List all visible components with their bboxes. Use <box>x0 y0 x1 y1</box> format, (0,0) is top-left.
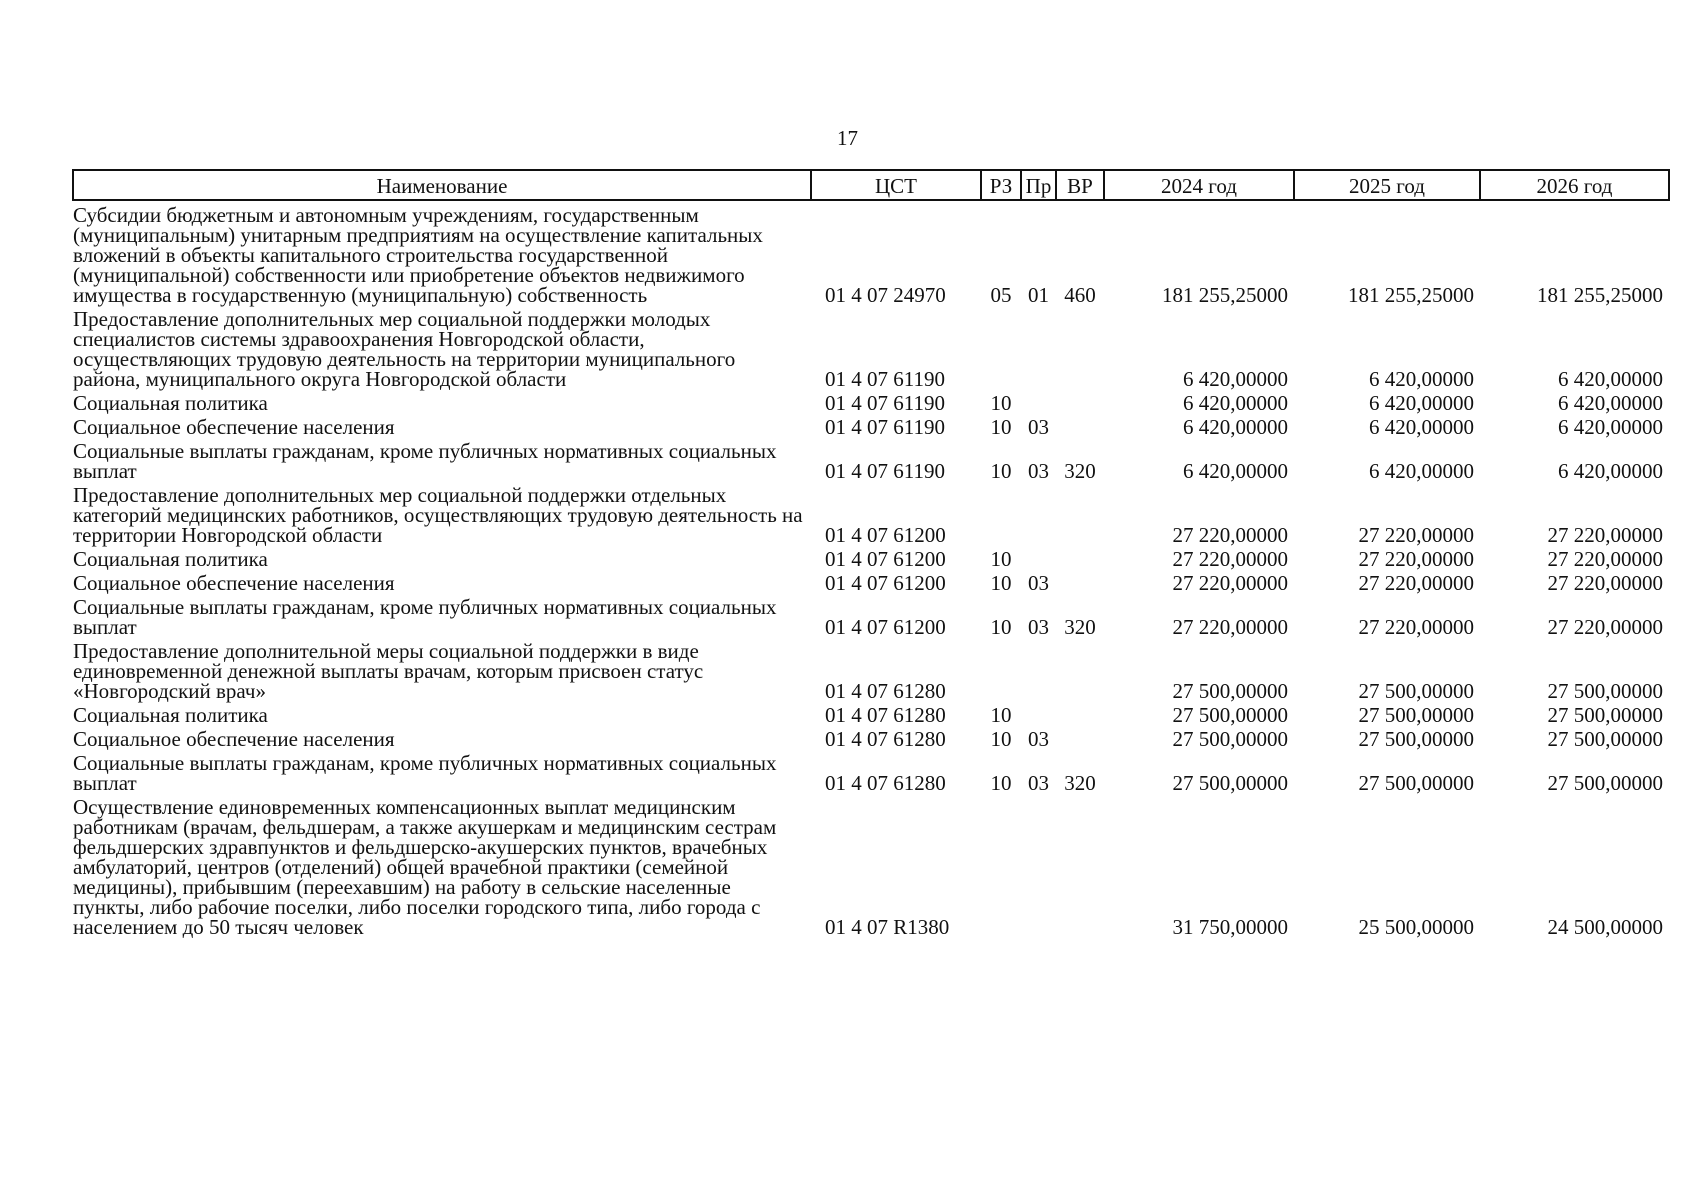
row-name: Предоставление дополнительных мер социальной поддержки молодых специалистов системы здравоохранения Новгородской области, осуществляющих трудовую деятельность на территории муниципального района, муниципального округа Новгородской области <box>73 307 736 391</box>
row-vr: 320 <box>1064 615 1096 639</box>
row-pr <box>1021 637 1056 701</box>
table-row <box>73 749 1669 793</box>
row-name: Субсидии бюджетным и автономным учреждениям, государственным (муниципальным) унитарным предприятиям на осуществление капитальных вложений в объекты капитального строительства государственной (муниципальной) собственности или приобретение объектов недвижимого имущества в государственную (муниципальную) собственность <box>73 203 763 307</box>
row-amount-2026: 27 220,00000 <box>1547 615 1663 639</box>
row-name: Предоставление дополнительных мер социальной поддержки отдельных категорий медицинских работников, осуществляющих трудовую деятельность на территории Новгородской области <box>73 483 803 547</box>
row-amount-2024: 27 220,00000 <box>1172 523 1288 547</box>
row-amount-2025: 181 255,25000 <box>1348 283 1474 307</box>
row-amount-2024: 27 220,00000 <box>1172 547 1288 571</box>
table-header <box>73 170 1669 200</box>
row-rz: 10 <box>990 771 1012 795</box>
row-amount-2024: 181 255,25000 <box>1162 283 1288 307</box>
row-amount-2025: 27 500,00000 <box>1358 727 1474 751</box>
header-vr: ВР <box>1056 170 1104 200</box>
header-cst: ЦСТ <box>811 170 981 200</box>
table-row <box>73 701 1669 725</box>
row-cst: 01 4 07 61190 <box>825 367 945 391</box>
row-cst: 01 4 07 61280 <box>825 727 946 751</box>
row-amount-2024: 27 500,00000 <box>1172 771 1288 795</box>
row-rz: 10 <box>990 459 1012 483</box>
budget-table-container <box>72 169 1668 937</box>
row-amount-2025: 25 500,00000 <box>1358 915 1474 939</box>
row-amount-2025: 6 420,00000 <box>1369 367 1474 391</box>
row-amount-2025: 6 420,00000 <box>1369 415 1474 439</box>
row-amount-2024: 6 420,00000 <box>1183 459 1288 483</box>
table-body <box>73 200 1669 937</box>
row-vr <box>1056 545 1104 569</box>
row-amount-2026: 181 255,25000 <box>1537 283 1663 307</box>
row-amount-2024: 6 420,00000 <box>1183 415 1288 439</box>
row-vr <box>1056 637 1104 701</box>
row-rz: 05 <box>990 283 1012 307</box>
row-rz <box>981 481 1021 545</box>
row-cst: 01 4 07 61190 <box>825 459 945 483</box>
row-amount-2026: 27 500,00000 <box>1547 679 1663 703</box>
row-vr: 320 <box>1064 771 1096 795</box>
table-row <box>73 793 1669 937</box>
row-pr: 01 <box>1028 283 1049 307</box>
row-rz: 10 <box>990 615 1012 639</box>
table-row <box>73 545 1669 569</box>
row-amount-2025: 27 500,00000 <box>1358 771 1474 795</box>
row-amount-2026: 27 500,00000 <box>1547 703 1663 727</box>
row-amount-2026: 6 420,00000 <box>1558 391 1663 415</box>
row-name: Социальные выплаты гражданам, кроме публичных нормативных социальных выплат <box>73 751 777 795</box>
row-amount-2026: 6 420,00000 <box>1558 367 1663 391</box>
row-name: Социальное обеспечение населения <box>73 727 395 751</box>
row-name: Социальное обеспечение населения <box>73 571 395 595</box>
row-amount-2025: 6 420,00000 <box>1369 391 1474 415</box>
row-cst: 01 4 07 61190 <box>825 391 945 415</box>
header-pr: Пр <box>1021 170 1056 200</box>
row-cst: 01 4 07 61280 <box>825 679 946 703</box>
table-row <box>73 725 1669 749</box>
row-rz <box>981 793 1021 937</box>
row-amount-2025: 27 220,00000 <box>1358 571 1474 595</box>
row-amount-2024: 27 220,00000 <box>1172 571 1288 595</box>
row-cst: 01 4 07 61200 <box>825 571 946 595</box>
row-pr <box>1021 793 1056 937</box>
row-name: Социальная политика <box>73 391 268 415</box>
row-vr: 460 <box>1064 283 1096 307</box>
row-amount-2025: 6 420,00000 <box>1369 459 1474 483</box>
row-amount-2025: 27 220,00000 <box>1358 615 1474 639</box>
row-vr <box>1056 793 1104 937</box>
row-rz: 10 <box>990 547 1012 571</box>
row-amount-2024: 27 500,00000 <box>1172 703 1288 727</box>
row-cst: 01 4 07 61280 <box>825 771 946 795</box>
row-pr <box>1021 545 1056 569</box>
page-number: 17 <box>837 126 858 150</box>
row-amount-2024: 6 420,00000 <box>1183 367 1288 391</box>
table-row <box>73 593 1669 637</box>
row-cst: 01 4 07 61200 <box>825 615 946 639</box>
budget-table <box>72 169 1670 937</box>
row-name: Социальная политика <box>73 703 268 727</box>
row-rz: 10 <box>990 391 1012 415</box>
row-pr: 03 <box>1028 459 1049 483</box>
row-rz: 10 <box>990 703 1012 727</box>
row-vr <box>1056 413 1104 437</box>
row-amount-2025: 27 500,00000 <box>1358 703 1474 727</box>
row-rz <box>981 637 1021 701</box>
row-rz: 10 <box>990 415 1012 439</box>
header-2025: 2025 год <box>1294 170 1480 200</box>
row-name: Социальная политика <box>73 547 268 571</box>
row-vr <box>1056 725 1104 749</box>
row-pr <box>1021 701 1056 725</box>
row-amount-2026: 24 500,00000 <box>1547 915 1663 939</box>
table-row <box>73 437 1669 481</box>
row-vr: 320 <box>1064 459 1096 483</box>
table-row <box>73 569 1669 593</box>
row-name: Социальные выплаты гражданам, кроме публичных нормативных социальных выплат <box>73 595 777 639</box>
row-amount-2025: 27 220,00000 <box>1358 523 1474 547</box>
row-cst: 01 4 07 61280 <box>825 703 946 727</box>
row-rz: 10 <box>990 571 1012 595</box>
row-name: Социальные выплаты гражданам, кроме публичных нормативных социальных выплат <box>73 439 777 483</box>
row-amount-2026: 27 220,00000 <box>1547 571 1663 595</box>
row-amount-2026: 27 500,00000 <box>1547 771 1663 795</box>
row-rz: 10 <box>990 727 1012 751</box>
header-row <box>73 170 1669 200</box>
row-vr <box>1056 701 1104 725</box>
row-pr <box>1021 389 1056 413</box>
table-row <box>73 637 1669 701</box>
row-cst: 01 4 07 61200 <box>825 523 946 547</box>
table-row <box>73 200 1669 305</box>
row-pr: 03 <box>1028 571 1049 595</box>
row-vr <box>1056 569 1104 593</box>
row-name: Предоставление дополнительной меры социальной поддержки в виде единовременной денежной выплаты врачам, которым присвоен статус «Новгородский врач» <box>73 639 704 703</box>
row-rz <box>981 305 1021 389</box>
row-pr: 03 <box>1028 415 1049 439</box>
row-amount-2024: 31 750,00000 <box>1172 915 1288 939</box>
row-pr <box>1021 305 1056 389</box>
row-amount-2026: 6 420,00000 <box>1558 415 1663 439</box>
row-name: Социальное обеспечение населения <box>73 415 395 439</box>
table-row <box>73 389 1669 413</box>
header-rz: РЗ <box>981 170 1021 200</box>
row-pr: 03 <box>1028 727 1049 751</box>
row-cst: 01 4 07 24970 <box>825 283 946 307</box>
header-name: Наименование <box>73 170 811 200</box>
row-pr: 03 <box>1028 771 1049 795</box>
row-amount-2026: 6 420,00000 <box>1558 459 1663 483</box>
row-amount-2024: 27 220,00000 <box>1172 615 1288 639</box>
row-amount-2026: 27 220,00000 <box>1547 523 1663 547</box>
row-vr <box>1056 481 1104 545</box>
header-2024: 2024 год <box>1104 170 1294 200</box>
row-amount-2026: 27 220,00000 <box>1547 547 1663 571</box>
table-row <box>73 481 1669 545</box>
row-amount-2024: 27 500,00000 <box>1172 679 1288 703</box>
row-vr <box>1056 389 1104 413</box>
row-amount-2024: 6 420,00000 <box>1183 391 1288 415</box>
row-cst: 01 4 07 61200 <box>825 547 946 571</box>
row-amount-2024: 27 500,00000 <box>1172 727 1288 751</box>
row-amount-2025: 27 220,00000 <box>1358 547 1474 571</box>
row-name: Осуществление единовременных компенсационных выплат медицинским работникам (врачам, фельдшерам, а также акушеркам и медицинским сестрам фельдшерских здравпунктов и фельдшерско-акушерских пунктов, врачебных амбулаторий, центров (отделений) общей врачебной практики (семейной медицины), прибывшим (переехавшим) на работу в сельские населенные пункты, либо рабочие поселки, либо поселки городского типа, либо города с населением до 50 тысяч человек <box>73 795 777 939</box>
table-row <box>73 305 1669 389</box>
row-pr <box>1021 481 1056 545</box>
row-cst: 01 4 07 R1380 <box>825 915 950 939</box>
row-cst: 01 4 07 61190 <box>825 415 945 439</box>
row-vr <box>1056 305 1104 389</box>
row-amount-2026: 27 500,00000 <box>1547 727 1663 751</box>
row-pr: 03 <box>1028 615 1049 639</box>
header-2026: 2026 год <box>1480 170 1669 200</box>
row-amount-2025: 27 500,00000 <box>1358 679 1474 703</box>
table-row <box>73 413 1669 437</box>
